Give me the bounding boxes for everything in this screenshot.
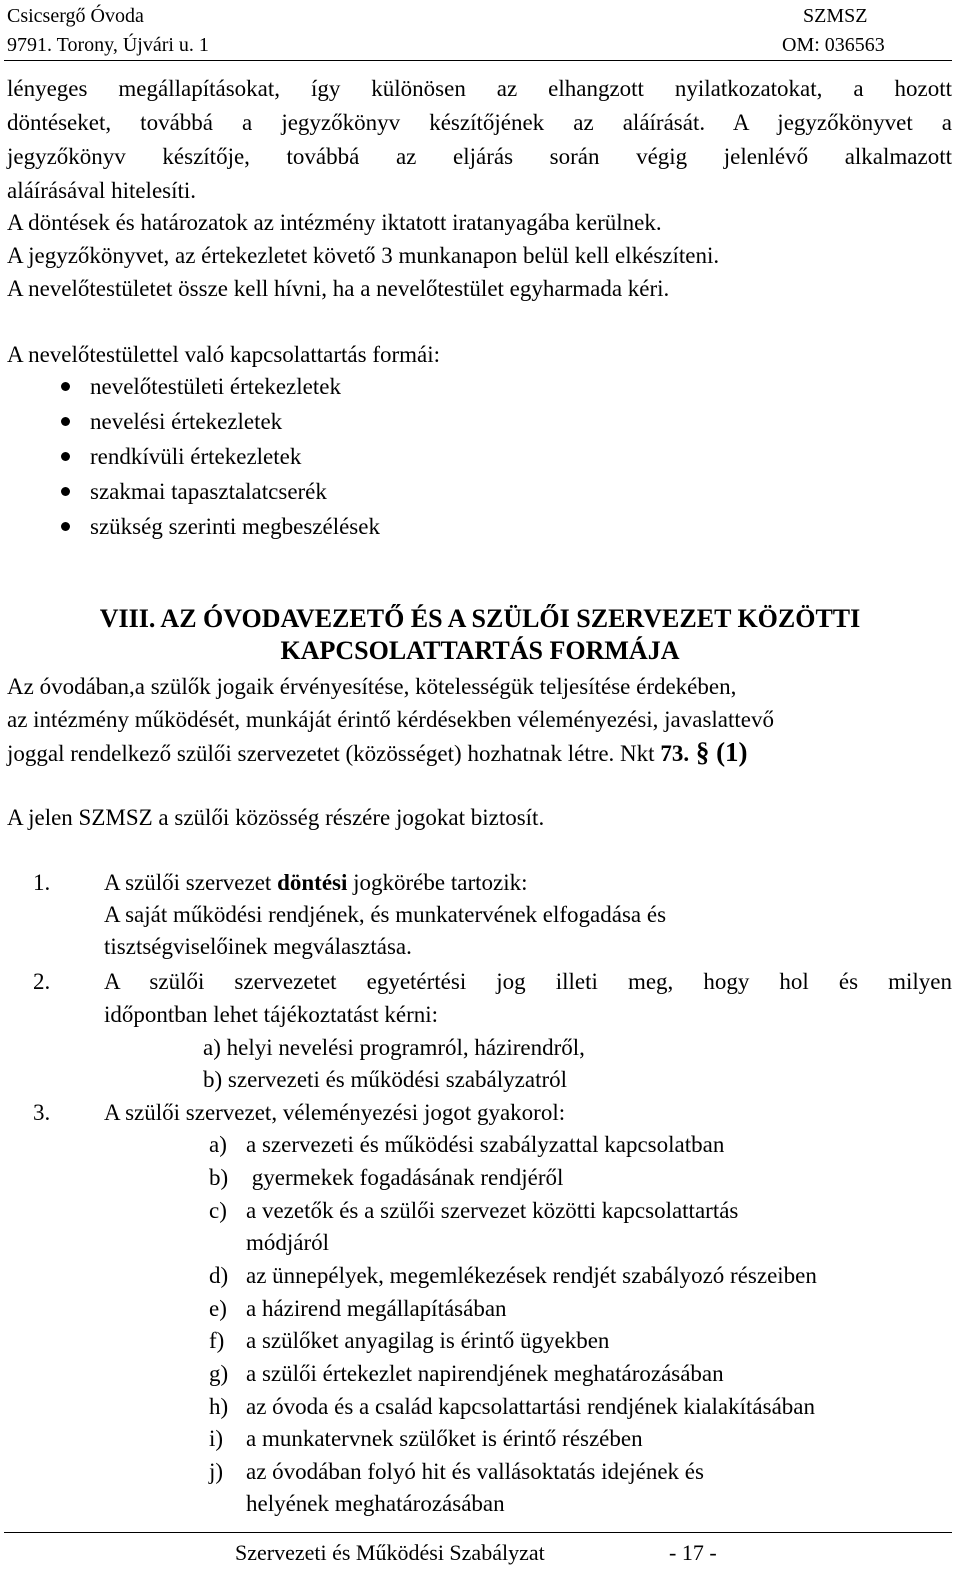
- intro-line-4: aláírásával hitelesíti.: [7, 178, 197, 203]
- bullet-icon: [61, 487, 70, 496]
- intro-line-6: A jegyzőkönyvet, az értekezletet követő 3 munkanapon belül kell elkészíteni.: [7, 243, 720, 268]
- numbered-item-2-line-2: időpontban lehet tájékoztatást kérni:: [104, 1002, 439, 1027]
- sub-item-text: az ünnepélyek, megemlékezések rendjét szabályozó részeiben: [246, 1263, 817, 1288]
- sub-item-letter: e): [209, 1296, 227, 1321]
- contact-form-item: szükség szerinti megbeszélések: [90, 514, 380, 539]
- sub-item-letter: d): [209, 1263, 229, 1288]
- contact-form-item: rendkívüli értekezletek: [90, 444, 302, 469]
- header-org-name: Csicsergő Óvoda: [7, 5, 144, 27]
- sub-item-letter: g): [209, 1361, 229, 1386]
- sub-item-letter: j): [209, 1459, 224, 1484]
- header-address: 9791. Torony, Újvári u. 1: [7, 34, 209, 56]
- header-rule: [4, 60, 952, 61]
- section-heading-line-1: VIII. AZ ÓVODAVEZETŐ ÉS A SZÜLŐI SZERVEZET KÖZÖTTI: [99, 604, 861, 633]
- numbered-label-3: 3.: [33, 1100, 51, 1125]
- sub-item-letter: b): [209, 1165, 229, 1190]
- sub-item-text: a szülőket anyagilag is érintő ügyekben: [246, 1328, 610, 1353]
- sub-item-letter: a): [209, 1132, 227, 1157]
- contact-form-item: nevelési értekezletek: [90, 409, 283, 434]
- sub-item-text: a szülői értekezlet napirendjének meghatározásában: [246, 1361, 724, 1386]
- sub-item-text: gyermekek fogadásának rendjéről: [246, 1165, 564, 1190]
- numbered-item-2-line-1: A szülői szervezetet egyetértési jog illeti meg, hogy hol és milyen: [104, 969, 952, 994]
- sub-item-letter: c): [209, 1198, 227, 1223]
- sub-item-text: helyének meghatározásában: [246, 1491, 505, 1516]
- footer-rule: [4, 1532, 952, 1533]
- section-p1-line-2: az intézmény működését, munkáját érintő kérdésekben véleményezési, javaslattevő: [7, 707, 775, 732]
- section-p2: A jelen SZMSZ a szülői közösség részére jogokat biztosít.: [7, 805, 545, 830]
- numbered-item-1-line-1: A szülői szervezet döntési jogkörébe tartozik:: [104, 870, 528, 895]
- section-p1-line-1: Az óvodában,a szülők jogaik érvényesítése, kötelességük teljesítése érdekében,: [7, 674, 737, 699]
- numbered-item-2-sub-b: b) szervezeti és működési szabályzatról: [203, 1067, 568, 1092]
- contact-form-item: nevelőtestületi értekezletek: [90, 374, 341, 399]
- numbered-label-1: 1.: [33, 870, 51, 895]
- bullet-icon: [61, 452, 70, 461]
- sub-item-letter: h): [209, 1394, 229, 1419]
- footer-title: Szervezeti és Működési Szabályzat: [235, 1540, 545, 1565]
- bullet-icon: [61, 417, 70, 426]
- intro-line-5: A döntések és határozatok az intézmény iktatott iratanyagába kerülnek.: [7, 210, 662, 235]
- sub-item-text: az óvoda és a család kapcsolattartási rendjének kialakításában: [246, 1394, 815, 1419]
- bullet-icon: [61, 382, 70, 391]
- bullet-icon: [61, 522, 70, 531]
- contact-form-item: szakmai tapasztalatcserék: [90, 479, 327, 504]
- sub-item-text: a házirend megállapításában: [246, 1296, 507, 1321]
- sub-item-text: az óvodában folyó hit és vallásoktatás idejének és: [246, 1459, 704, 1484]
- numbered-item-1-line-3: tisztségviselőinek megválasztása.: [104, 934, 412, 959]
- sub-item-text: a szervezeti és működési szabályzattal kapcsolatban: [246, 1132, 725, 1157]
- numbered-item-2-sub-a: a) helyi nevelési programról, házirendről,: [203, 1035, 585, 1060]
- sub-item-letter: f): [209, 1328, 225, 1353]
- intro-line-2: döntéseket, továbbá a jegyzőkönyv készítőjének az aláírását. A jegyzőkönyvet a: [7, 110, 952, 135]
- header-doc-code: SZMSZ: [803, 5, 868, 27]
- sub-item-letter: i): [209, 1426, 224, 1451]
- contact-forms-title: A nevelőtestülettel való kapcsolattartás formái:: [7, 342, 441, 367]
- section-heading-line-2: KAPCSOLATTARTÁS FORMÁJA: [280, 636, 680, 665]
- sub-item-text: a vezetők és a szülői szervezet közötti kapcsolattartás: [246, 1198, 739, 1223]
- sub-item-text: a munkatervnek szülőket is érintő részében: [246, 1426, 643, 1451]
- numbered-item-3-line-1: A szülői szervezet, véleményezési jogot gyakorol:: [104, 1100, 566, 1125]
- intro-line-3: jegyzőkönyv készítője, továbbá az eljárás során végig jelenlévő alkalmazott: [7, 144, 952, 169]
- numbered-item-1-line-2: A saját működési rendjének, és munkatervének elfogadása és: [104, 902, 667, 927]
- header-om-number: OM: 036563: [782, 34, 885, 56]
- section-p1-line-3: joggal rendelkező szülői szervezetet (közösséget) hozhatnak létre. Nkt 73. § (1): [7, 737, 748, 767]
- intro-line-1: lényeges megállapításokat, így különösen az elhangzott nyilatkozatokat, a hozott: [7, 76, 952, 101]
- sub-item-text: módjáról: [246, 1230, 330, 1255]
- intro-line-7: A nevelőtestületet össze kell hívni, ha a nevelőtestület egyharmada kéri.: [7, 276, 670, 301]
- numbered-label-2: 2.: [33, 969, 51, 994]
- page-number: - 17 -: [669, 1540, 717, 1565]
